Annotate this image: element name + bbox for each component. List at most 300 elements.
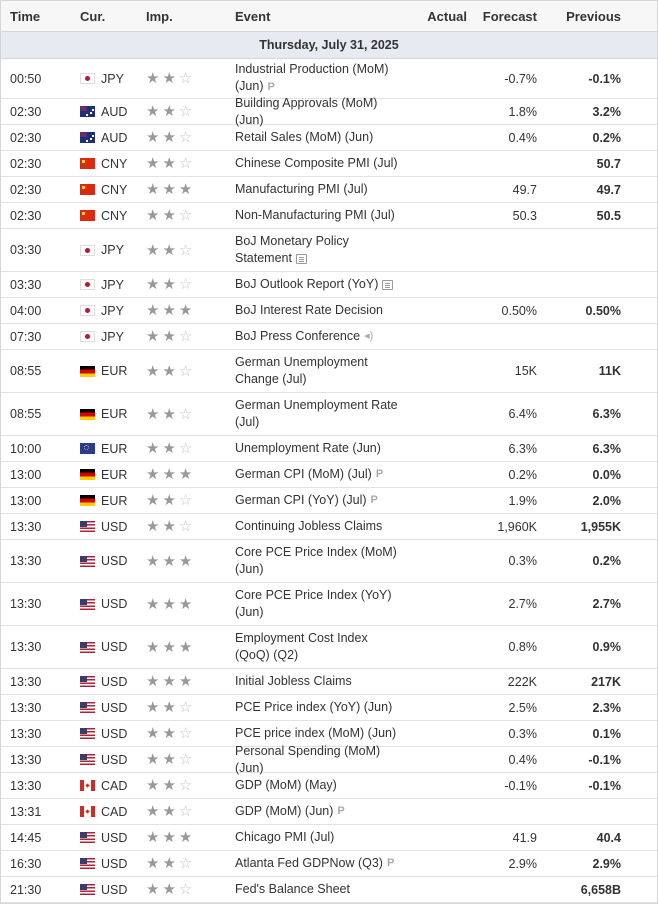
table-row[interactable]	[1, 393, 657, 436]
event-name[interactable]	[222, 725, 405, 742]
star-icon: ★	[146, 103, 160, 120]
event-title[interactable]: Fed's Balance Sheet	[235, 882, 350, 896]
event-title[interactable]: German CPI (MoM) (Jul)	[235, 466, 372, 481]
star-icon: ★	[146, 440, 160, 457]
event-previous: 6,658B	[580, 882, 621, 897]
star-icon: ☆	[178, 855, 193, 872]
event-title[interactable]: German Unemployment Rate (Jul)	[235, 398, 398, 429]
event-currency	[66, 701, 134, 715]
document-icon	[296, 254, 307, 264]
event-name[interactable]	[222, 155, 405, 172]
currency-code: CAD	[101, 778, 128, 793]
flag-icon	[80, 556, 95, 567]
event-previous: 217K	[591, 674, 621, 689]
flag-icon	[80, 780, 95, 791]
event-title[interactable]: Industrial Production (MoM) (Jun)	[235, 62, 389, 94]
event-name[interactable]	[222, 829, 405, 846]
event-time: 13:30	[10, 674, 42, 689]
star-icon: ★	[146, 855, 160, 872]
event-previous: 0.2%	[592, 130, 621, 145]
currency-code: EUR	[101, 407, 128, 421]
star-icon: ★	[162, 155, 176, 172]
event-time: 13:30	[10, 752, 42, 767]
event-title[interactable]: GDP (MoM) (May)	[235, 778, 337, 792]
currency-code: USD	[101, 554, 128, 568]
star-icon: ☆	[178, 405, 193, 423]
event-currency	[66, 442, 134, 456]
event-name[interactable]	[222, 302, 405, 319]
importance-stars	[134, 519, 222, 534]
event-title[interactable]: Building Approvals (MoM) (Jun)	[235, 95, 378, 127]
star-icon: ☆	[178, 155, 193, 172]
event-previous: 50.7	[596, 156, 621, 171]
table-row[interactable]	[1, 125, 657, 151]
table-row[interactable]	[1, 583, 657, 626]
star-icon: ★	[146, 155, 160, 172]
star-icon: ★	[146, 241, 160, 259]
table-row[interactable]	[1, 151, 657, 177]
currency-code: JPY	[101, 71, 124, 86]
speaker-icon: ◂)	[364, 330, 374, 343]
header-event[interactable]: Event	[235, 8, 271, 24]
event-name[interactable]	[222, 181, 405, 198]
event-previous: 49.7	[596, 182, 621, 197]
event-name[interactable]	[222, 276, 405, 293]
currency-code: CNY	[101, 156, 128, 171]
event-title[interactable]: Continuing Jobless Claims	[235, 519, 383, 533]
event-time: 02:30	[10, 104, 42, 119]
currency-code: USD	[101, 882, 128, 897]
event-name[interactable]	[222, 440, 405, 457]
event-previous: 0.9%	[592, 640, 621, 654]
importance-stars	[134, 303, 222, 318]
star-icon: ☆	[178, 207, 193, 224]
table-row[interactable]	[1, 488, 657, 514]
event-currency	[66, 857, 134, 871]
currency-code: JPY	[101, 329, 124, 344]
event-title[interactable]: Retail Sales (MoM) (Jun)	[235, 130, 374, 144]
event-title[interactable]: Chinese Composite PMI (Jul)	[235, 156, 398, 170]
event-currency	[66, 883, 134, 897]
importance-stars	[134, 597, 222, 612]
event-previous: 6.3%	[592, 441, 621, 456]
event-forecast: 222K	[507, 674, 537, 689]
event-title[interactable]: Chicago PMI (Jul)	[235, 830, 335, 844]
flag-icon	[80, 858, 95, 869]
event-forecast: 0.2%	[508, 467, 537, 482]
event-name[interactable]	[222, 518, 405, 535]
event-time: 02:30	[10, 130, 42, 145]
event-previous: 1,955K	[580, 519, 621, 534]
importance-stars	[134, 467, 222, 482]
event-currency	[66, 105, 134, 119]
event-time: 13:00	[10, 467, 42, 482]
table-row[interactable]	[1, 743, 657, 775]
star-icon: ★	[162, 181, 176, 198]
event-forecast: 6.4%	[508, 407, 537, 421]
event-title[interactable]: German CPI (YoY) (Jul)	[235, 492, 367, 507]
event-forecast: 2.9%	[508, 856, 537, 871]
event-title[interactable]: Manufacturing PMI (Jul)	[235, 182, 368, 196]
event-time: 13:30	[10, 778, 42, 793]
event-title[interactable]: Non-Manufacturing PMI (Jul)	[235, 208, 395, 222]
event-time: 14:45	[10, 830, 42, 845]
event-forecast: -0.1%	[504, 778, 537, 793]
currency-code: EUR	[101, 493, 128, 508]
flag-icon	[80, 754, 95, 765]
event-previous: -0.1%	[588, 71, 621, 86]
event-name[interactable]	[222, 466, 405, 483]
star-icon: ★	[146, 803, 160, 820]
star-icon: ★	[146, 673, 160, 690]
preliminary-icon: P	[370, 494, 378, 507]
event-currency	[66, 72, 134, 86]
star-icon: ★	[146, 302, 160, 319]
event-name[interactable]	[222, 61, 405, 95]
event-name[interactable]	[222, 233, 405, 267]
star-icon: ★	[178, 638, 193, 656]
event-previous: 40.4	[596, 830, 621, 845]
star-icon: ★	[162, 241, 176, 259]
event-time: 07:30	[10, 329, 42, 344]
table-row[interactable]	[1, 95, 657, 127]
table-row[interactable]	[1, 272, 657, 298]
importance-stars	[134, 804, 222, 819]
event-time: 03:30	[10, 243, 42, 257]
event-currency	[66, 675, 134, 689]
event-title[interactable]: BoJ Press Conference	[235, 328, 361, 343]
event-previous: 6.3%	[592, 407, 621, 421]
flag-icon	[80, 443, 95, 454]
star-icon: ★	[162, 492, 176, 509]
preliminary-icon: P	[337, 805, 345, 818]
event-title[interactable]: German Unemployment Change (Jul)	[235, 355, 368, 386]
currency-code: USD	[101, 519, 128, 534]
star-icon: ★	[162, 440, 176, 457]
currency-code: USD	[101, 830, 128, 845]
event-name[interactable]	[222, 129, 405, 146]
importance-stars	[134, 856, 222, 871]
star-icon: ★	[162, 466, 176, 483]
star-icon: ★	[162, 829, 176, 846]
header-forecast[interactable]: Forecast	[482, 8, 537, 24]
event-title[interactable]: PCE price index (MoM) (Jun)	[235, 726, 397, 740]
event-time: 21:30	[10, 882, 42, 897]
event-name[interactable]	[222, 803, 405, 820]
table-row[interactable]	[1, 799, 657, 825]
event-time: 02:30	[10, 208, 42, 223]
table-row[interactable]	[1, 350, 657, 393]
star-icon: ★	[146, 518, 160, 535]
star-icon: ★	[162, 207, 176, 224]
header-actual[interactable]: Actual	[427, 8, 467, 24]
currency-code: CAD	[101, 804, 128, 819]
event-name[interactable]	[222, 397, 405, 431]
importance-stars	[134, 156, 222, 171]
table-header	[1, 1, 657, 32]
star-icon: ☆	[178, 70, 193, 87]
importance-stars	[134, 130, 222, 145]
star-icon: ★	[146, 466, 160, 483]
star-icon: ★	[146, 699, 160, 716]
event-forecast: -0.7%	[504, 71, 537, 86]
table-row[interactable]	[1, 229, 657, 272]
star-icon: ★	[162, 103, 176, 120]
star-icon: ☆	[178, 103, 193, 120]
importance-stars	[134, 71, 222, 86]
event-currency	[66, 520, 134, 534]
flag-icon	[80, 184, 95, 195]
event-time: 13:30	[10, 640, 42, 654]
table-row[interactable]	[1, 540, 657, 583]
event-time: 13:30	[10, 554, 42, 568]
star-icon: ★	[146, 276, 160, 293]
event-name[interactable]	[222, 881, 405, 898]
table-row[interactable]	[1, 203, 657, 229]
event-title[interactable]: PCE Price index (YoY) (Jun)	[235, 700, 393, 714]
currency-code: USD	[101, 640, 128, 654]
star-icon: ★	[162, 405, 176, 423]
star-icon: ★	[146, 328, 160, 345]
flag-icon	[80, 331, 95, 342]
table-row[interactable]	[1, 825, 657, 851]
star-icon: ☆	[178, 777, 193, 794]
event-currency	[66, 304, 134, 318]
table-row[interactable]	[1, 626, 657, 669]
table-row[interactable]	[1, 669, 657, 695]
header-importance[interactable]: Imp.	[146, 8, 173, 24]
star-icon: ★	[146, 405, 160, 423]
star-icon: ★	[146, 881, 160, 898]
event-currency	[66, 364, 134, 378]
event-time: 03:30	[10, 277, 42, 292]
currency-code: CNY	[101, 208, 128, 223]
event-previous: 0.1%	[592, 726, 621, 741]
event-previous: 3.2%	[592, 104, 621, 119]
event-currency	[66, 753, 134, 767]
event-forecast: 2.5%	[508, 700, 537, 715]
event-title[interactable]: BoJ Outlook Report (YoY)	[235, 277, 379, 291]
date-header: Thursday, July 31, 2025	[1, 32, 657, 59]
currency-code: JPY	[101, 243, 124, 257]
importance-stars	[134, 277, 222, 292]
flag-icon	[80, 495, 95, 506]
flag-icon	[80, 73, 95, 84]
event-time: 02:30	[10, 156, 42, 171]
event-time: 00:50	[10, 71, 42, 86]
flag-icon	[80, 806, 95, 817]
table-row[interactable]	[1, 877, 657, 903]
event-currency	[66, 209, 134, 223]
event-name[interactable]	[222, 544, 405, 578]
event-time: 08:55	[10, 407, 42, 421]
star-icon: ★	[146, 207, 160, 224]
event-name[interactable]	[222, 492, 405, 509]
currency-code: EUR	[101, 467, 128, 482]
star-icon: ★	[162, 129, 176, 146]
event-currency	[66, 831, 134, 845]
currency-code: JPY	[101, 277, 124, 292]
event-title[interactable]: Atlanta Fed GDPNow (Q3)	[235, 855, 383, 870]
currency-code: USD	[101, 856, 128, 871]
star-icon: ★	[146, 777, 160, 794]
importance-stars	[134, 182, 222, 197]
importance-stars	[134, 104, 222, 119]
event-name[interactable]	[222, 855, 405, 872]
event-previous: 2.7%	[592, 597, 621, 611]
flag-icon	[80, 642, 95, 653]
star-icon: ☆	[178, 328, 193, 345]
event-previous: 11K	[598, 364, 621, 378]
star-icon: ★	[146, 725, 160, 742]
star-icon: ★	[146, 552, 160, 570]
event-currency	[66, 407, 134, 421]
event-title[interactable]: BoJ Monetary Policy Statement	[235, 234, 349, 265]
event-previous: 50.5	[596, 208, 621, 223]
event-name[interactable]	[222, 328, 405, 345]
importance-stars	[134, 778, 222, 793]
star-icon: ★	[162, 699, 176, 716]
event-currency	[66, 157, 134, 171]
table-row[interactable]	[1, 436, 657, 462]
event-title[interactable]: Employment Cost Index (QoQ) (Q2)	[235, 631, 368, 662]
importance-stars	[134, 493, 222, 508]
star-icon: ★	[146, 492, 160, 509]
header-currency[interactable]: Cur.	[80, 8, 106, 24]
importance-stars	[134, 640, 222, 655]
star-icon: ☆	[178, 492, 193, 509]
star-icon: ☆	[178, 751, 193, 768]
header-time[interactable]: Time	[10, 8, 41, 24]
star-icon: ★	[146, 362, 160, 380]
event-forecast: 41.9	[512, 830, 537, 845]
event-currency	[66, 330, 134, 344]
star-icon: ★	[162, 595, 176, 613]
star-icon: ★	[162, 777, 176, 794]
event-time: 13:30	[10, 597, 42, 611]
event-title[interactable]: Initial Jobless Claims	[235, 674, 352, 688]
event-time: 08:55	[10, 364, 42, 378]
flag-icon	[80, 676, 95, 687]
event-name[interactable]	[222, 207, 405, 224]
table-row[interactable]	[1, 324, 657, 350]
flag-icon	[80, 702, 95, 713]
flag-icon	[80, 469, 95, 480]
event-time: 13:30	[10, 700, 42, 715]
event-currency	[66, 805, 134, 819]
event-name[interactable]	[222, 673, 405, 690]
event-currency	[66, 779, 134, 793]
star-icon: ★	[178, 302, 193, 319]
event-title[interactable]: Core PCE Price Index (YoY) (Jun)	[235, 588, 392, 619]
table-row[interactable]	[1, 59, 657, 99]
event-previous: 0.0%	[592, 467, 621, 482]
event-forecast: 0.3%	[508, 554, 537, 568]
star-icon: ★	[146, 829, 160, 846]
event-currency	[66, 727, 134, 741]
currency-code: USD	[101, 726, 128, 741]
importance-stars	[134, 407, 222, 422]
flag-icon	[80, 132, 95, 143]
preliminary-icon: P	[267, 80, 275, 93]
event-time: 13:30	[10, 519, 42, 534]
event-name[interactable]	[222, 777, 405, 794]
importance-stars	[134, 674, 222, 689]
event-time: 13:31	[10, 804, 42, 819]
event-name[interactable]	[222, 699, 405, 716]
star-icon: ★	[178, 829, 193, 846]
event-currency	[66, 183, 134, 197]
star-icon: ★	[162, 638, 176, 656]
event-title[interactable]: BoJ Interest Rate Decision	[235, 303, 383, 317]
event-previous: -0.1%	[588, 752, 621, 767]
event-name[interactable]	[222, 743, 405, 777]
star-icon: ★	[162, 518, 176, 535]
star-icon: ☆	[178, 803, 193, 820]
star-icon: ★	[162, 302, 176, 319]
event-forecast: 1.9%	[508, 493, 537, 508]
event-title[interactable]: Personal Spending (MoM) (Jun)	[235, 743, 381, 775]
event-title[interactable]: GDP (MoM) (Jun)	[235, 803, 334, 818]
star-icon: ★	[178, 466, 193, 483]
table-row[interactable]	[1, 695, 657, 721]
header-previous[interactable]: Previous	[566, 8, 621, 24]
currency-code: JPY	[101, 303, 124, 318]
event-name[interactable]	[222, 354, 405, 388]
event-title[interactable]: Core PCE Price Index (MoM) (Jun)	[235, 545, 397, 576]
flag-icon	[80, 409, 95, 420]
flag-icon	[80, 279, 95, 290]
table-row[interactable]	[1, 851, 657, 877]
table-row[interactable]	[1, 298, 657, 324]
star-icon: ★	[162, 328, 176, 345]
event-time: 16:30	[10, 856, 42, 871]
star-icon: ☆	[178, 881, 193, 898]
star-icon: ★	[162, 881, 176, 898]
currency-code: EUR	[101, 441, 128, 456]
currency-code: USD	[101, 700, 128, 715]
event-name[interactable]	[222, 587, 405, 621]
table-row[interactable]	[1, 514, 657, 540]
event-title[interactable]: Unemployment Rate (Jun)	[235, 441, 381, 455]
flag-icon	[80, 245, 95, 256]
event-time: 02:30	[10, 182, 42, 197]
table-row[interactable]	[1, 177, 657, 203]
star-icon: ★	[162, 855, 176, 872]
event-time: 04:00	[10, 303, 42, 318]
star-icon: ★	[178, 181, 193, 198]
table-row[interactable]	[1, 773, 657, 799]
table-row[interactable]	[1, 462, 657, 488]
event-currency	[66, 554, 134, 568]
event-previous: 2.9%	[592, 856, 621, 871]
star-icon: ☆	[178, 362, 193, 380]
event-forecast: 1,960K	[497, 519, 537, 534]
event-time: 13:30	[10, 726, 42, 741]
event-currency	[66, 243, 134, 257]
event-currency	[66, 640, 134, 654]
star-icon: ☆	[178, 129, 193, 146]
currency-code: USD	[101, 674, 128, 689]
event-previous: 2.0%	[592, 493, 621, 508]
star-icon: ☆	[178, 440, 193, 457]
event-name[interactable]	[222, 630, 405, 664]
event-currency	[66, 468, 134, 482]
star-icon: ★	[178, 595, 193, 613]
star-icon: ★	[146, 751, 160, 768]
event-name[interactable]	[222, 95, 405, 129]
star-icon: ★	[178, 673, 193, 690]
